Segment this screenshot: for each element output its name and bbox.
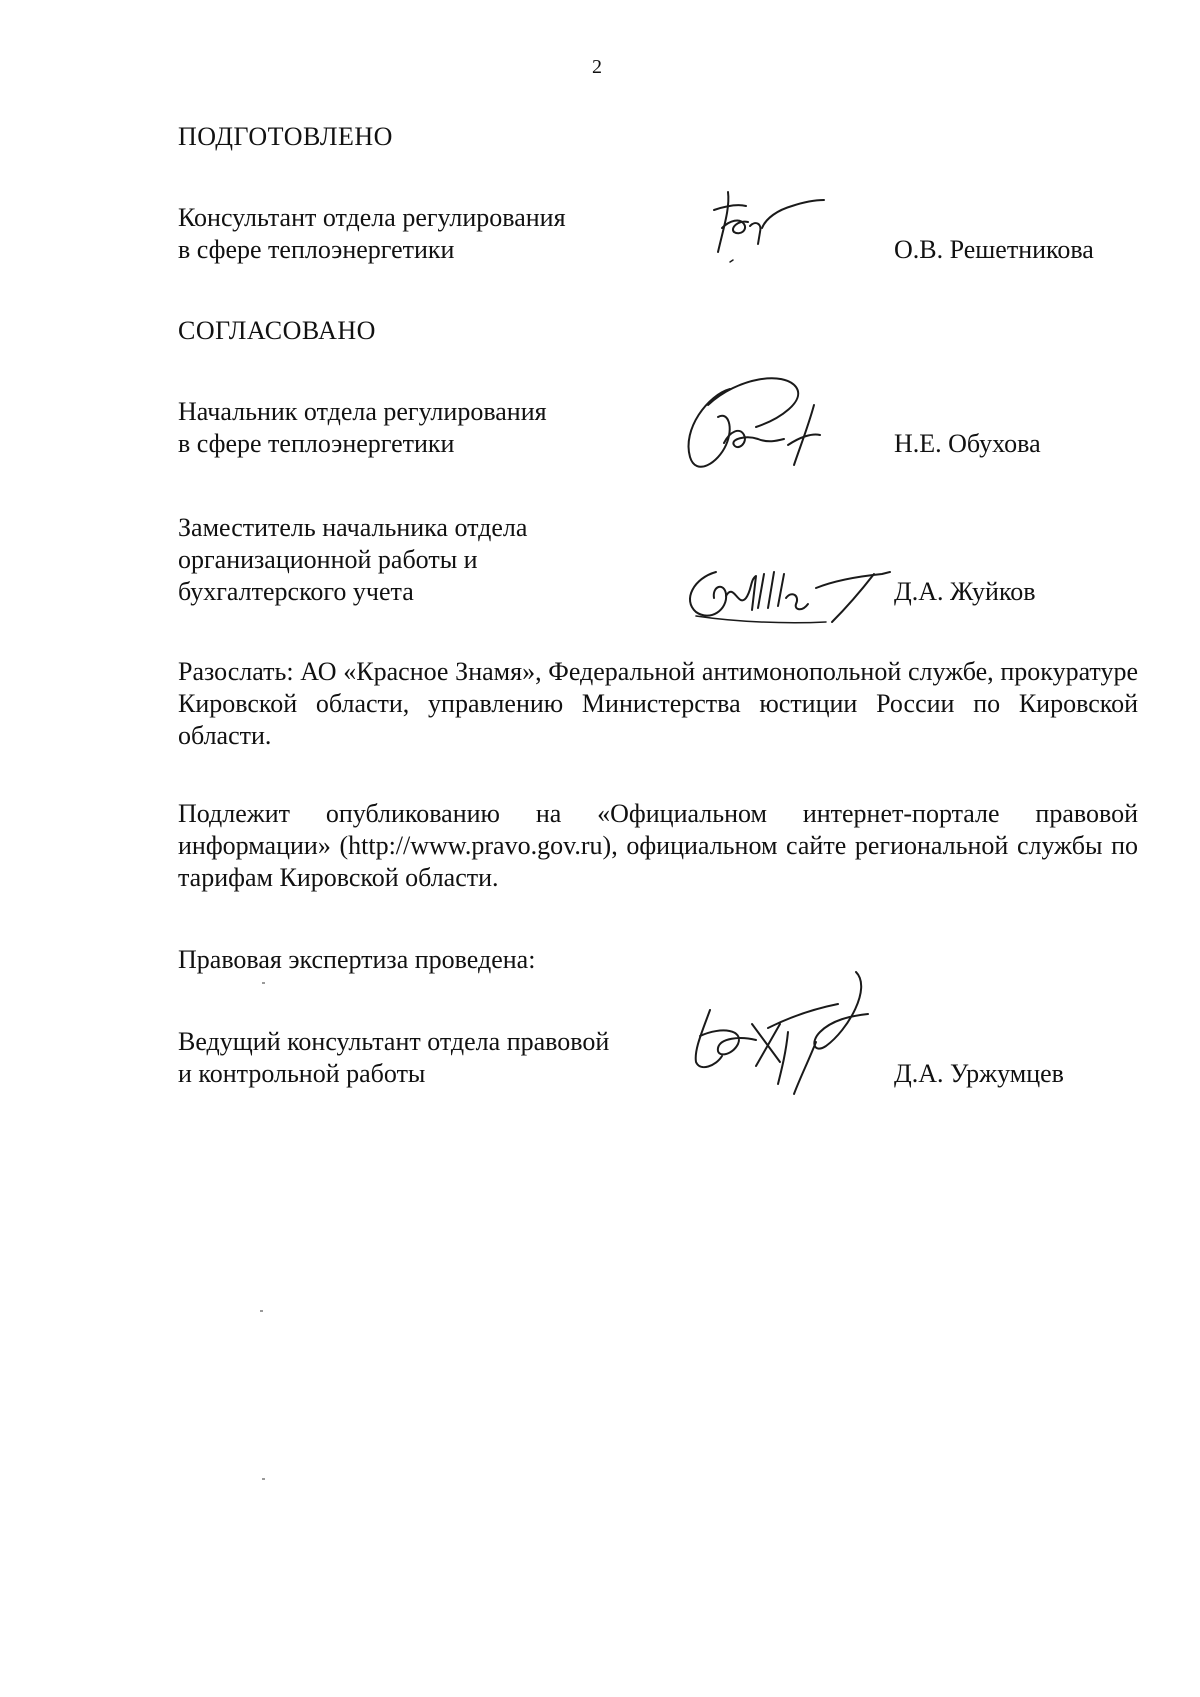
agreed-heading: СОГЛАСОВАНО [178, 316, 376, 345]
page-number: 2 [592, 56, 602, 78]
prepared-position-line2: в сфере теплоэнергетики [178, 235, 455, 264]
prepared-signer-name: О.В. Решетникова [894, 235, 1094, 264]
legal-review-signer-name: Д.А. Уржумцев [894, 1059, 1064, 1088]
signature-reshetnikova [700, 180, 840, 270]
agreed-signer1-position-line2: в сфере теплоэнергетики [178, 429, 455, 458]
agreed-signer2-name: Д.А. Жуйков [894, 577, 1036, 606]
agreed-signer1-position-line1: Начальник отдела регулирования [178, 397, 547, 426]
prepared-heading: ПОДГОТОВЛЕНО [178, 122, 393, 151]
legal-review-position-line1: Ведущий консультант отдела правовой [178, 1027, 610, 1056]
scan-speck [262, 982, 265, 984]
prepared-position-line1: Консультант отдела регулирования [178, 203, 566, 232]
legal-review-position-line2: и контрольной работы [178, 1059, 426, 1088]
agreed-signer2-position-line2: организационной работы и [178, 545, 478, 574]
legal-review-heading: Правовая экспертиза проведена: [178, 945, 536, 974]
signature-urzhumtsev [660, 958, 900, 1098]
signature-zhuikov [676, 556, 906, 631]
scan-speck [262, 1478, 265, 1480]
agreed-signer1-name: Н.Е. Обухова [894, 429, 1041, 458]
distribution-paragraph: Разослать: АО «Красное Знамя», Федеральной антимонопольной службе, прокуратуре Кировской области, управлению Министерства юстиции России по Кировской области. [178, 657, 1138, 750]
signature-obukhova [668, 365, 858, 480]
agreed-signer2-position-line1: Заместитель начальника отдела [178, 513, 528, 542]
agreed-signer2-position-line3: бухгалтерского учета [178, 577, 414, 606]
scan-speck [260, 1310, 263, 1312]
publication-paragraph: Подлежит опубликованию на «Официальном интернет-портале правовой информации» (http://www.pravo.gov.ru), официальном сайте региональной службы по тарифам Кировской области. [178, 799, 1138, 892]
